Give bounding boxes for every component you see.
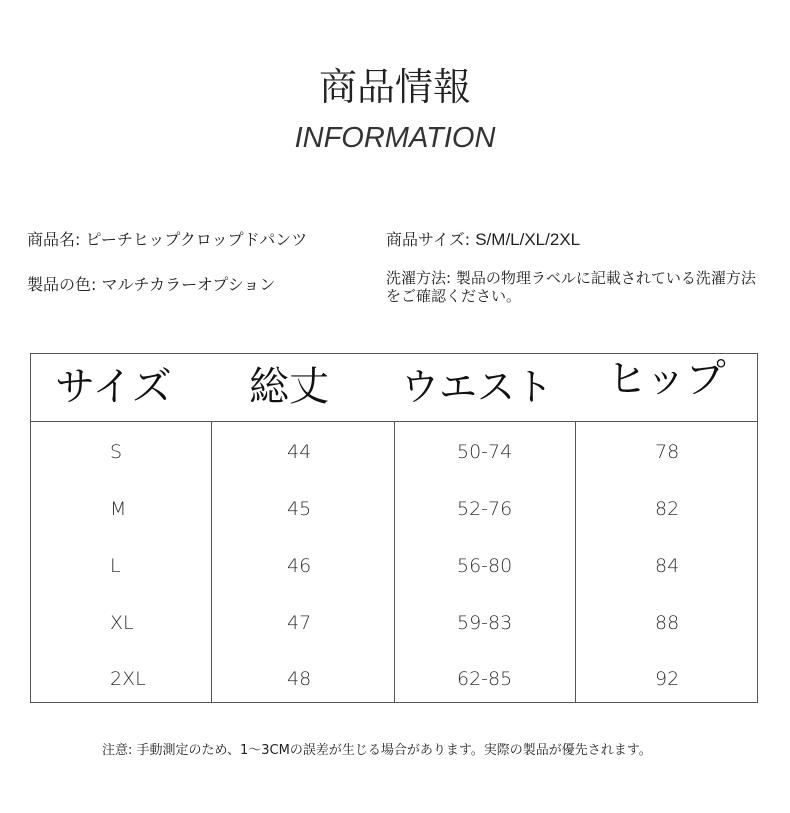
size-table xyxy=(30,353,758,703)
cell-length: 45 xyxy=(287,498,312,520)
product-size xyxy=(386,230,580,250)
cell-size: S xyxy=(110,441,123,463)
cell-waist: 52-76 xyxy=(457,498,513,520)
product-name-value: ピーチヒップクロップドパンツ xyxy=(85,230,308,249)
product-name xyxy=(27,230,307,250)
cell-length: 44 xyxy=(287,441,312,463)
cell-length: 48 xyxy=(287,668,312,690)
column-divider xyxy=(211,421,212,703)
cell-hip: 82 xyxy=(655,498,680,520)
wash-instructions: 洗濯方法: 製品の物理ラベルに記載されている洗濯方法をご確認ください。 xyxy=(386,269,756,305)
cell-waist: 62-85 xyxy=(457,668,513,690)
cell-size: 2XL xyxy=(110,668,146,690)
cell-waist: 59-83 xyxy=(457,612,513,634)
cell-hip: 88 xyxy=(655,612,680,634)
page-subtitle: INFORMATION xyxy=(294,122,496,154)
cell-waist: 50-74 xyxy=(457,441,513,463)
cell-waist: 56-80 xyxy=(457,555,513,577)
product-size-value: S/M/L/XL/2XL xyxy=(475,230,581,249)
cell-length: 46 xyxy=(287,555,312,577)
cell-size: XL xyxy=(110,612,134,634)
table-header-size: サイズ xyxy=(55,364,172,410)
product-color-label: 製品の色: xyxy=(27,275,97,294)
table-header-row xyxy=(31,354,757,422)
page-title: 商品情報 xyxy=(318,65,471,109)
table-header-hip: ヒップ xyxy=(607,356,726,402)
cell-hip: 92 xyxy=(655,668,680,690)
column-divider xyxy=(575,421,576,703)
cell-hip: 84 xyxy=(655,555,680,577)
cell-length: 47 xyxy=(287,612,312,634)
cell-size: M xyxy=(110,498,127,520)
product-color xyxy=(27,275,275,295)
column-divider xyxy=(394,421,395,703)
cell-hip: 78 xyxy=(655,441,680,463)
cell-size: L xyxy=(110,555,121,577)
table-header-length: 総丈 xyxy=(249,364,329,410)
table-header-waist: ウエスト xyxy=(401,365,554,409)
product-size-label: 商品サイズ: xyxy=(386,230,471,249)
product-color-value: マルチカラーオプション xyxy=(101,275,276,294)
product-name-label: 商品名: xyxy=(27,230,81,249)
measurement-note: 注意: 手動測定のため、1～3CMの誤差が生じる場合があります。実際の製品が優先されます。 xyxy=(102,743,652,758)
